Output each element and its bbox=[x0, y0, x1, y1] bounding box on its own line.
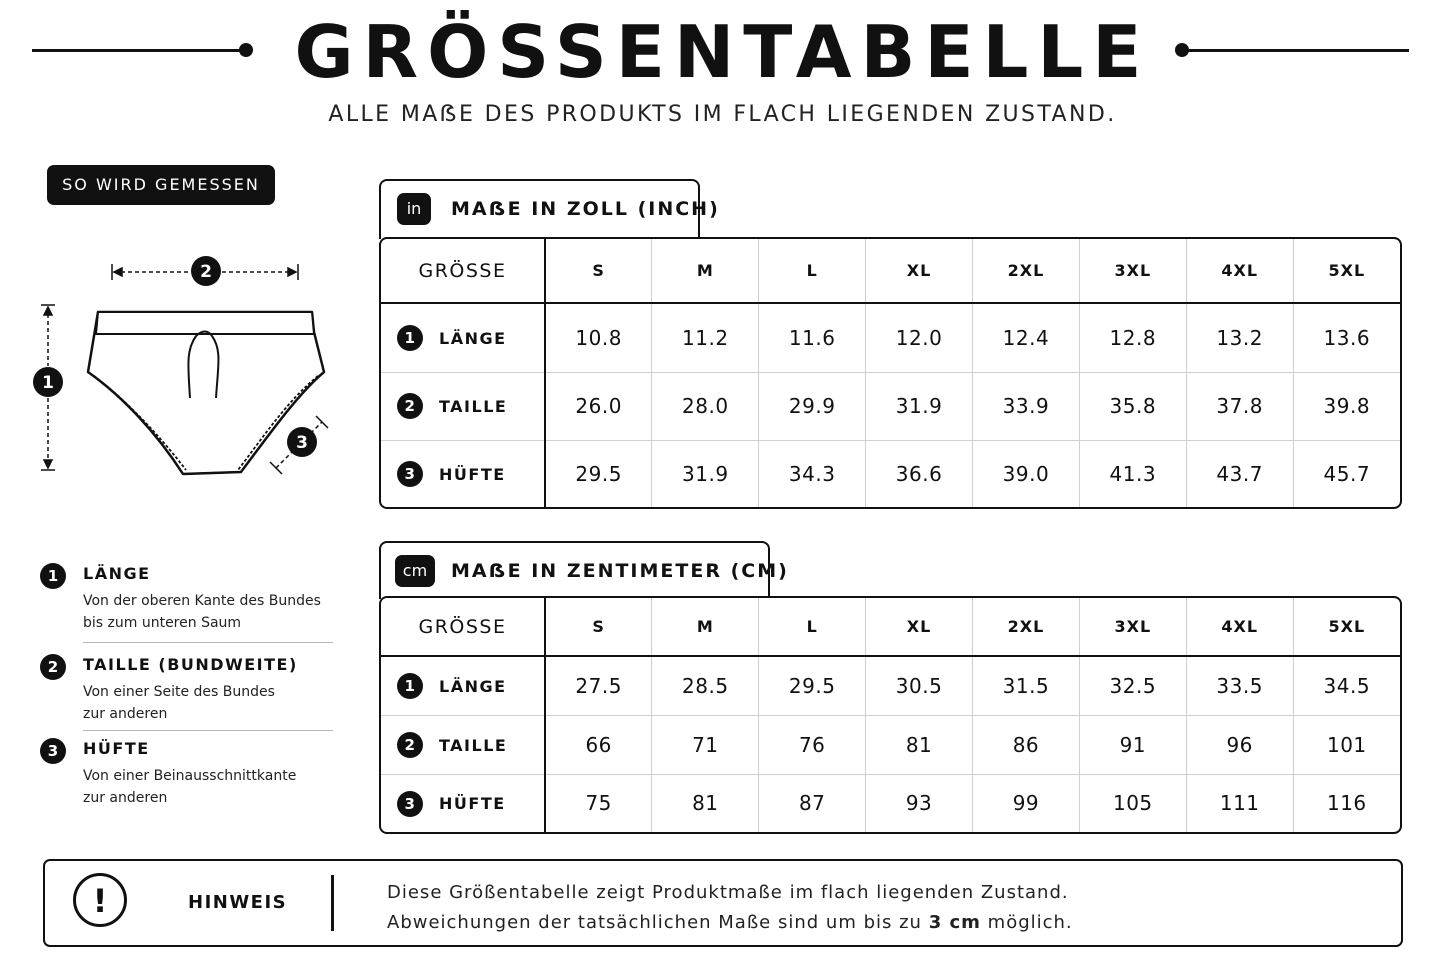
page-subtitle: ALLE MAẞE DES PRODUKTS IM FLACH LIEGENDEN ZUSTAND. bbox=[328, 102, 1117, 127]
page-title: GRÖSSENTABELLE bbox=[294, 10, 1151, 94]
legend-divider bbox=[83, 642, 333, 643]
size-col-s: S bbox=[545, 598, 652, 656]
size-col-3xl: 3XL bbox=[1079, 239, 1186, 303]
table-cell: 13.6 bbox=[1293, 303, 1400, 372]
table-cell: 43.7 bbox=[1186, 440, 1293, 507]
size-col-s: S bbox=[545, 239, 652, 303]
table-cell: 76 bbox=[759, 716, 866, 775]
table-cell: 13.2 bbox=[1186, 303, 1293, 372]
row-number-2-icon: 2 bbox=[397, 732, 423, 758]
row-number-1-icon: 1 bbox=[397, 673, 423, 699]
table-cell: 32.5 bbox=[1079, 656, 1186, 716]
table-cell: 105 bbox=[1079, 774, 1186, 832]
legend-title: HÜFTE bbox=[83, 739, 150, 758]
row-label: LÄNGE bbox=[439, 676, 507, 696]
row-label: TAILLE bbox=[439, 396, 508, 416]
table-cell: 10.8 bbox=[545, 303, 652, 372]
inch-table-tab bbox=[379, 179, 720, 239]
table-cell: 39.0 bbox=[973, 440, 1080, 507]
table-cell: 36.6 bbox=[866, 440, 973, 507]
note-text: Diese Größentabelle zeigt Produktmaße im flach liegenden Zustand. Abweichungen der tatsächlichen Maße sind um bis zu 3 cm möglich. bbox=[387, 882, 1073, 933]
legend-title: TAILLE (BUNDWEITE) bbox=[83, 655, 298, 674]
cm-table-tab bbox=[379, 541, 789, 599]
legend-number-1-icon: 1 bbox=[40, 563, 66, 589]
table-cell: 66 bbox=[545, 716, 652, 775]
legend-divider bbox=[83, 730, 333, 731]
cm-table-title: MAẞE IN ZENTIMETER (CM) bbox=[451, 560, 789, 582]
table-cell: 33.9 bbox=[973, 372, 1080, 440]
table-cell: 37.8 bbox=[1186, 372, 1293, 440]
legend-description: Von einer Beinausschnittkante zur anderen bbox=[83, 768, 297, 806]
table-row-waist bbox=[381, 372, 1400, 440]
legend-number-2-icon: 2 bbox=[40, 654, 66, 680]
size-col-3xl: 3XL bbox=[1079, 598, 1186, 656]
table-row-hip bbox=[381, 774, 1400, 832]
row-number-3-icon: 3 bbox=[397, 791, 423, 817]
cm-badge: cm bbox=[395, 555, 435, 587]
row-number-3-icon: 3 bbox=[397, 461, 423, 487]
table-cell: 29.5 bbox=[759, 656, 866, 716]
table-cell: 31.9 bbox=[652, 440, 759, 507]
how-to-measure-label: SO WIRD GEMESSEN bbox=[47, 165, 275, 205]
table-cell: 29.9 bbox=[759, 372, 866, 440]
table-cell: 12.8 bbox=[1079, 303, 1186, 372]
size-header: GRÖSSE bbox=[381, 598, 545, 656]
size-col-m: M bbox=[652, 598, 759, 656]
table-cell: 33.5 bbox=[1186, 656, 1293, 716]
table-cell: 35.8 bbox=[1079, 372, 1186, 440]
table-cell: 87 bbox=[759, 774, 866, 832]
size-col-2xl: 2XL bbox=[973, 239, 1080, 303]
legend-description: Von einer Seite des Bundes zur anderen bbox=[83, 684, 275, 722]
table-cell: 12.4 bbox=[973, 303, 1080, 372]
row-label: TAILLE bbox=[439, 735, 508, 755]
table-cell: 91 bbox=[1079, 716, 1186, 775]
table-cell: 93 bbox=[866, 774, 973, 832]
table-cell: 27.5 bbox=[545, 656, 652, 716]
table-cell: 31.5 bbox=[973, 656, 1080, 716]
table-row-length bbox=[381, 303, 1400, 372]
size-col-l: L bbox=[759, 239, 866, 303]
inch-badge: in bbox=[397, 193, 431, 225]
table-cell: 39.8 bbox=[1293, 372, 1400, 440]
size-col-m: M bbox=[652, 239, 759, 303]
note-label: HINWEIS bbox=[188, 892, 288, 913]
table-cell: 28.5 bbox=[652, 656, 759, 716]
table-cell: 81 bbox=[866, 716, 973, 775]
table-row-waist bbox=[381, 716, 1400, 775]
inch-size-table bbox=[379, 237, 1402, 509]
legend-title: LÄNGE bbox=[83, 564, 151, 583]
table-cell: 101 bbox=[1293, 716, 1400, 775]
legend-number-3-icon: 3 bbox=[40, 738, 66, 764]
table-cell: 34.3 bbox=[759, 440, 866, 507]
row-number-2-icon: 2 bbox=[397, 393, 423, 419]
size-col-xl: XL bbox=[866, 239, 973, 303]
table-cell: 99 bbox=[973, 774, 1080, 832]
size-col-xl: XL bbox=[866, 598, 973, 656]
table-cell: 75 bbox=[545, 774, 652, 832]
table-cell: 12.0 bbox=[866, 303, 973, 372]
table-cell: 111 bbox=[1186, 774, 1293, 832]
size-col-2xl: 2XL bbox=[973, 598, 1080, 656]
briefs-measurement-diagram bbox=[26, 250, 346, 480]
header-line-right bbox=[1182, 49, 1409, 52]
table-cell: 41.3 bbox=[1079, 440, 1186, 507]
table-cell: 45.7 bbox=[1293, 440, 1400, 507]
note-divider bbox=[331, 875, 334, 931]
legend-description: Von der oberen Kante des Bundes bis zum unteren Saum bbox=[83, 593, 321, 631]
marker-2-label: 2 bbox=[200, 262, 212, 282]
size-col-4xl: 4XL bbox=[1186, 239, 1293, 303]
inch-table-title: MAẞE IN ZOLL (INCH) bbox=[451, 198, 720, 220]
table-cell: 29.5 bbox=[545, 440, 652, 507]
briefs-outline bbox=[88, 312, 324, 474]
note-box bbox=[43, 859, 1403, 947]
table-cell: 116 bbox=[1293, 774, 1400, 832]
table-row-length bbox=[381, 656, 1400, 716]
row-label: HÜFTE bbox=[439, 464, 506, 484]
row-label: HÜFTE bbox=[439, 794, 506, 814]
size-col-5xl: 5XL bbox=[1293, 239, 1400, 303]
table-cell: 11.2 bbox=[652, 303, 759, 372]
table-cell: 34.5 bbox=[1293, 656, 1400, 716]
table-cell: 71 bbox=[652, 716, 759, 775]
marker-1-label: 1 bbox=[42, 373, 54, 393]
table-row-hip bbox=[381, 440, 1400, 507]
exclamation-icon: ! bbox=[73, 873, 127, 927]
table-cell: 31.9 bbox=[866, 372, 973, 440]
table-cell: 30.5 bbox=[866, 656, 973, 716]
table-cell: 26.0 bbox=[545, 372, 652, 440]
table-cell: 86 bbox=[973, 716, 1080, 775]
size-col-l: L bbox=[759, 598, 866, 656]
marker-3-label: 3 bbox=[296, 433, 308, 453]
table-cell: 11.6 bbox=[759, 303, 866, 372]
table-cell: 96 bbox=[1186, 716, 1293, 775]
row-number-1-icon: 1 bbox=[397, 325, 423, 351]
table-cell: 81 bbox=[652, 774, 759, 832]
row-label: LÄNGE bbox=[439, 328, 507, 348]
table-cell: 28.0 bbox=[652, 372, 759, 440]
cm-size-table bbox=[379, 596, 1402, 834]
size-col-5xl: 5XL bbox=[1293, 598, 1400, 656]
size-col-4xl: 4XL bbox=[1186, 598, 1293, 656]
size-header: GRÖSSE bbox=[381, 239, 545, 303]
